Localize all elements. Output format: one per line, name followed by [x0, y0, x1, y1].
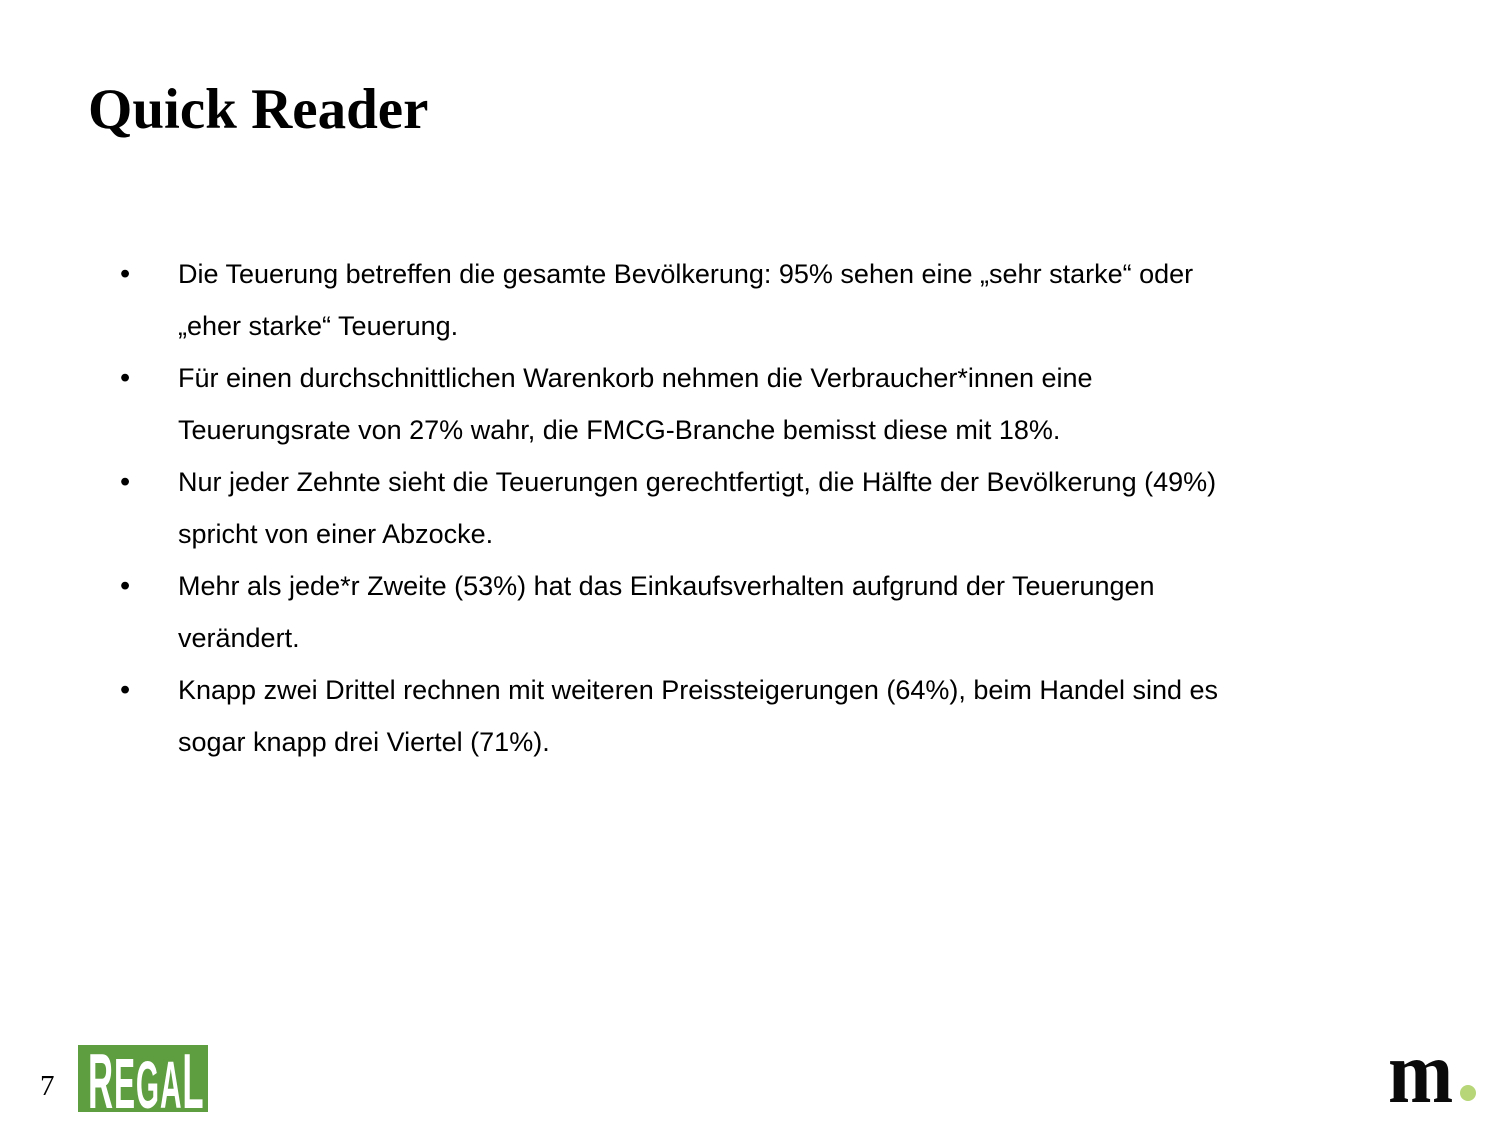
regal-logo-text: REGAL — [88, 1045, 205, 1112]
bullet-item — [120, 248, 1360, 352]
bullet-item — [120, 664, 1360, 768]
bullet-text: Für einen durchschnittlichen Warenkorb nehmen die Verbraucher*innen eine Teuerungsrate von 27% wahr, die FMCG-Branche bemisst diese mit 18%. — [178, 363, 1093, 445]
marketagent-m: m — [1388, 1028, 1454, 1116]
bullet-item — [120, 560, 1360, 664]
bullet-text: Mehr als jede*r Zweite (53%) hat das Einkaufsverhalten aufgrund der Teuerungen verändert. — [178, 571, 1155, 653]
bullet-list — [120, 248, 1360, 768]
marketagent-dot — [1460, 1085, 1476, 1101]
marketagent-logo-svg — [1382, 1028, 1486, 1116]
bullet-marker: • — [120, 674, 131, 706]
regal-logo — [78, 1045, 208, 1112]
bullet-item — [120, 456, 1360, 560]
page-number: 7 — [40, 1070, 55, 1102]
bullet-text: Nur jeder Zehnte sieht die Teuerungen gerechtfertigt, die Hälfte der Bevölkerung (49%) spricht von einer Abzocke. — [178, 467, 1217, 549]
bullet-marker: • — [120, 258, 131, 290]
bullet-text: Die Teuerung betreffen die gesamte Bevölkerung: 95% sehen eine „sehr starke“ oder „eher starke“ Teuerung. — [178, 259, 1194, 341]
bullet-text: Knapp zwei Drittel rechnen mit weiteren Preissteigerungen (64%), beim Handel sind es sogar knapp drei Viertel (71%). — [178, 675, 1219, 757]
bullet-marker: • — [120, 466, 131, 498]
bullet-marker: • — [120, 570, 131, 602]
bullet-marker: • — [120, 362, 131, 394]
page-title: Quick Reader — [88, 78, 429, 141]
marketagent-logo — [1382, 1028, 1486, 1116]
regal-logo-svg — [78, 1045, 208, 1112]
bullet-item — [120, 352, 1360, 456]
